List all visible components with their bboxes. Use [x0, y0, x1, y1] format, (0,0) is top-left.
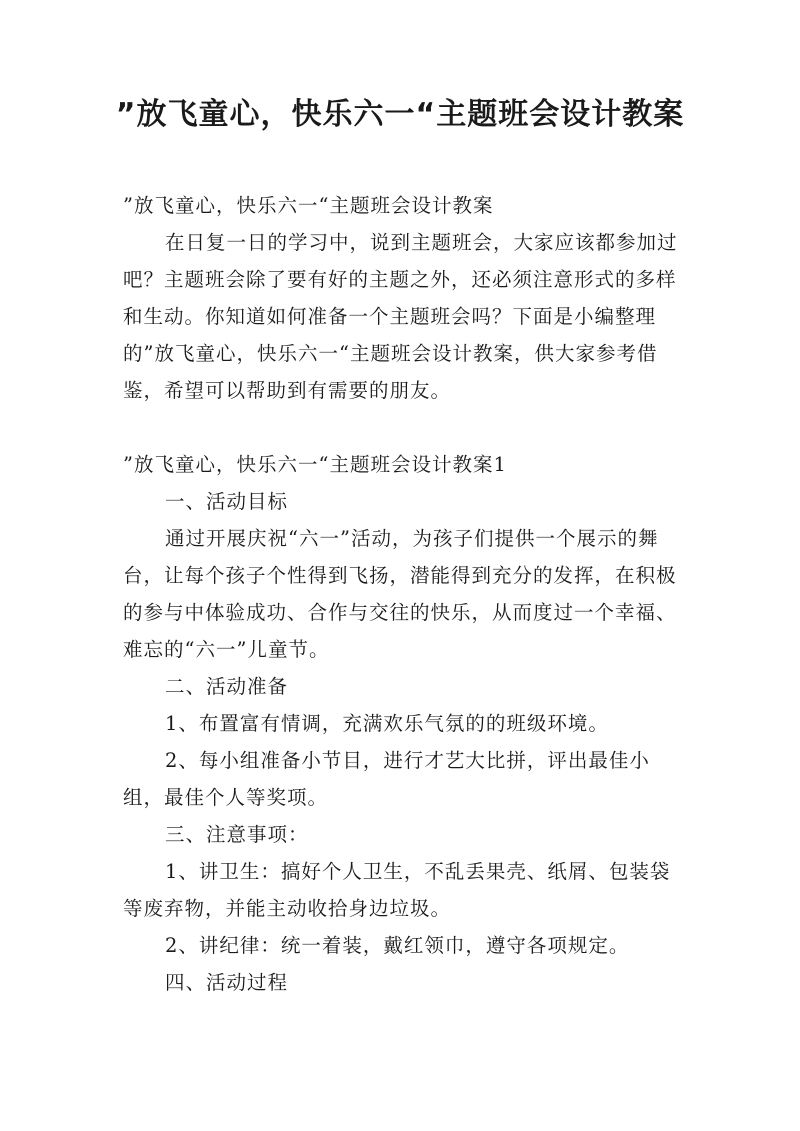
intro-paragraph: 在日复一日的学习中，说到主题班会，大家应该都参加过吧？主题班会除了要有好的主题之外，还必须注意形式的多样和生动。你知道如何准备一个主题班会吗？下面是小编整理的”放飞童心，快乐六一“主题班会设计教案，供大家参考借鉴，希望可以帮助到有需要的朋友。	[123, 231, 678, 402]
notes-item-1: 1、讲卫生：搞好个人卫生，不乱丢果壳、纸屑、包装袋等废弃物，并能主动收拾身边垃圾。	[123, 860, 671, 920]
objectives-paragraph: 通过开展庆祝“六一”活动，为孩子们提供一个展示的舞台，让每个孩子个性得到飞扬，潜能得到充分的发挥，在积极的参与中体验成功、合作与交往的快乐，从而度过一个幸福、难忘的“六一”儿童节。	[123, 527, 677, 661]
heading-process: 四、活动过程	[165, 971, 289, 994]
paragraph-gap	[123, 409, 683, 446]
document-body	[123, 187, 683, 1001]
preparation-item-1: 1、布置富有情调，充满欢乐气氛的的班级环境。	[165, 712, 609, 735]
page-title: ”放飞童心，快乐六一“主题班会设计教案	[115, 97, 685, 132]
preparation-item-2: 2、每小组准备小节目，进行才艺大比拼，评出最佳小组，最佳个人等奖项。	[123, 749, 650, 809]
heading-notes: 三、注意事项：	[165, 823, 309, 846]
notes-item-2: 2、讲纪律：统一着装，戴红领巾，遵守各项规定。	[165, 934, 630, 957]
subtitle: ”放飞童心，快乐六一“主题班会设计教案	[123, 194, 494, 217]
heading-preparation: 二、活动准备	[165, 675, 289, 698]
heading-objectives: 一、活动目标	[165, 490, 289, 513]
section-title: ”放飞童心，快乐六一“主题班会设计教案1	[123, 453, 507, 476]
